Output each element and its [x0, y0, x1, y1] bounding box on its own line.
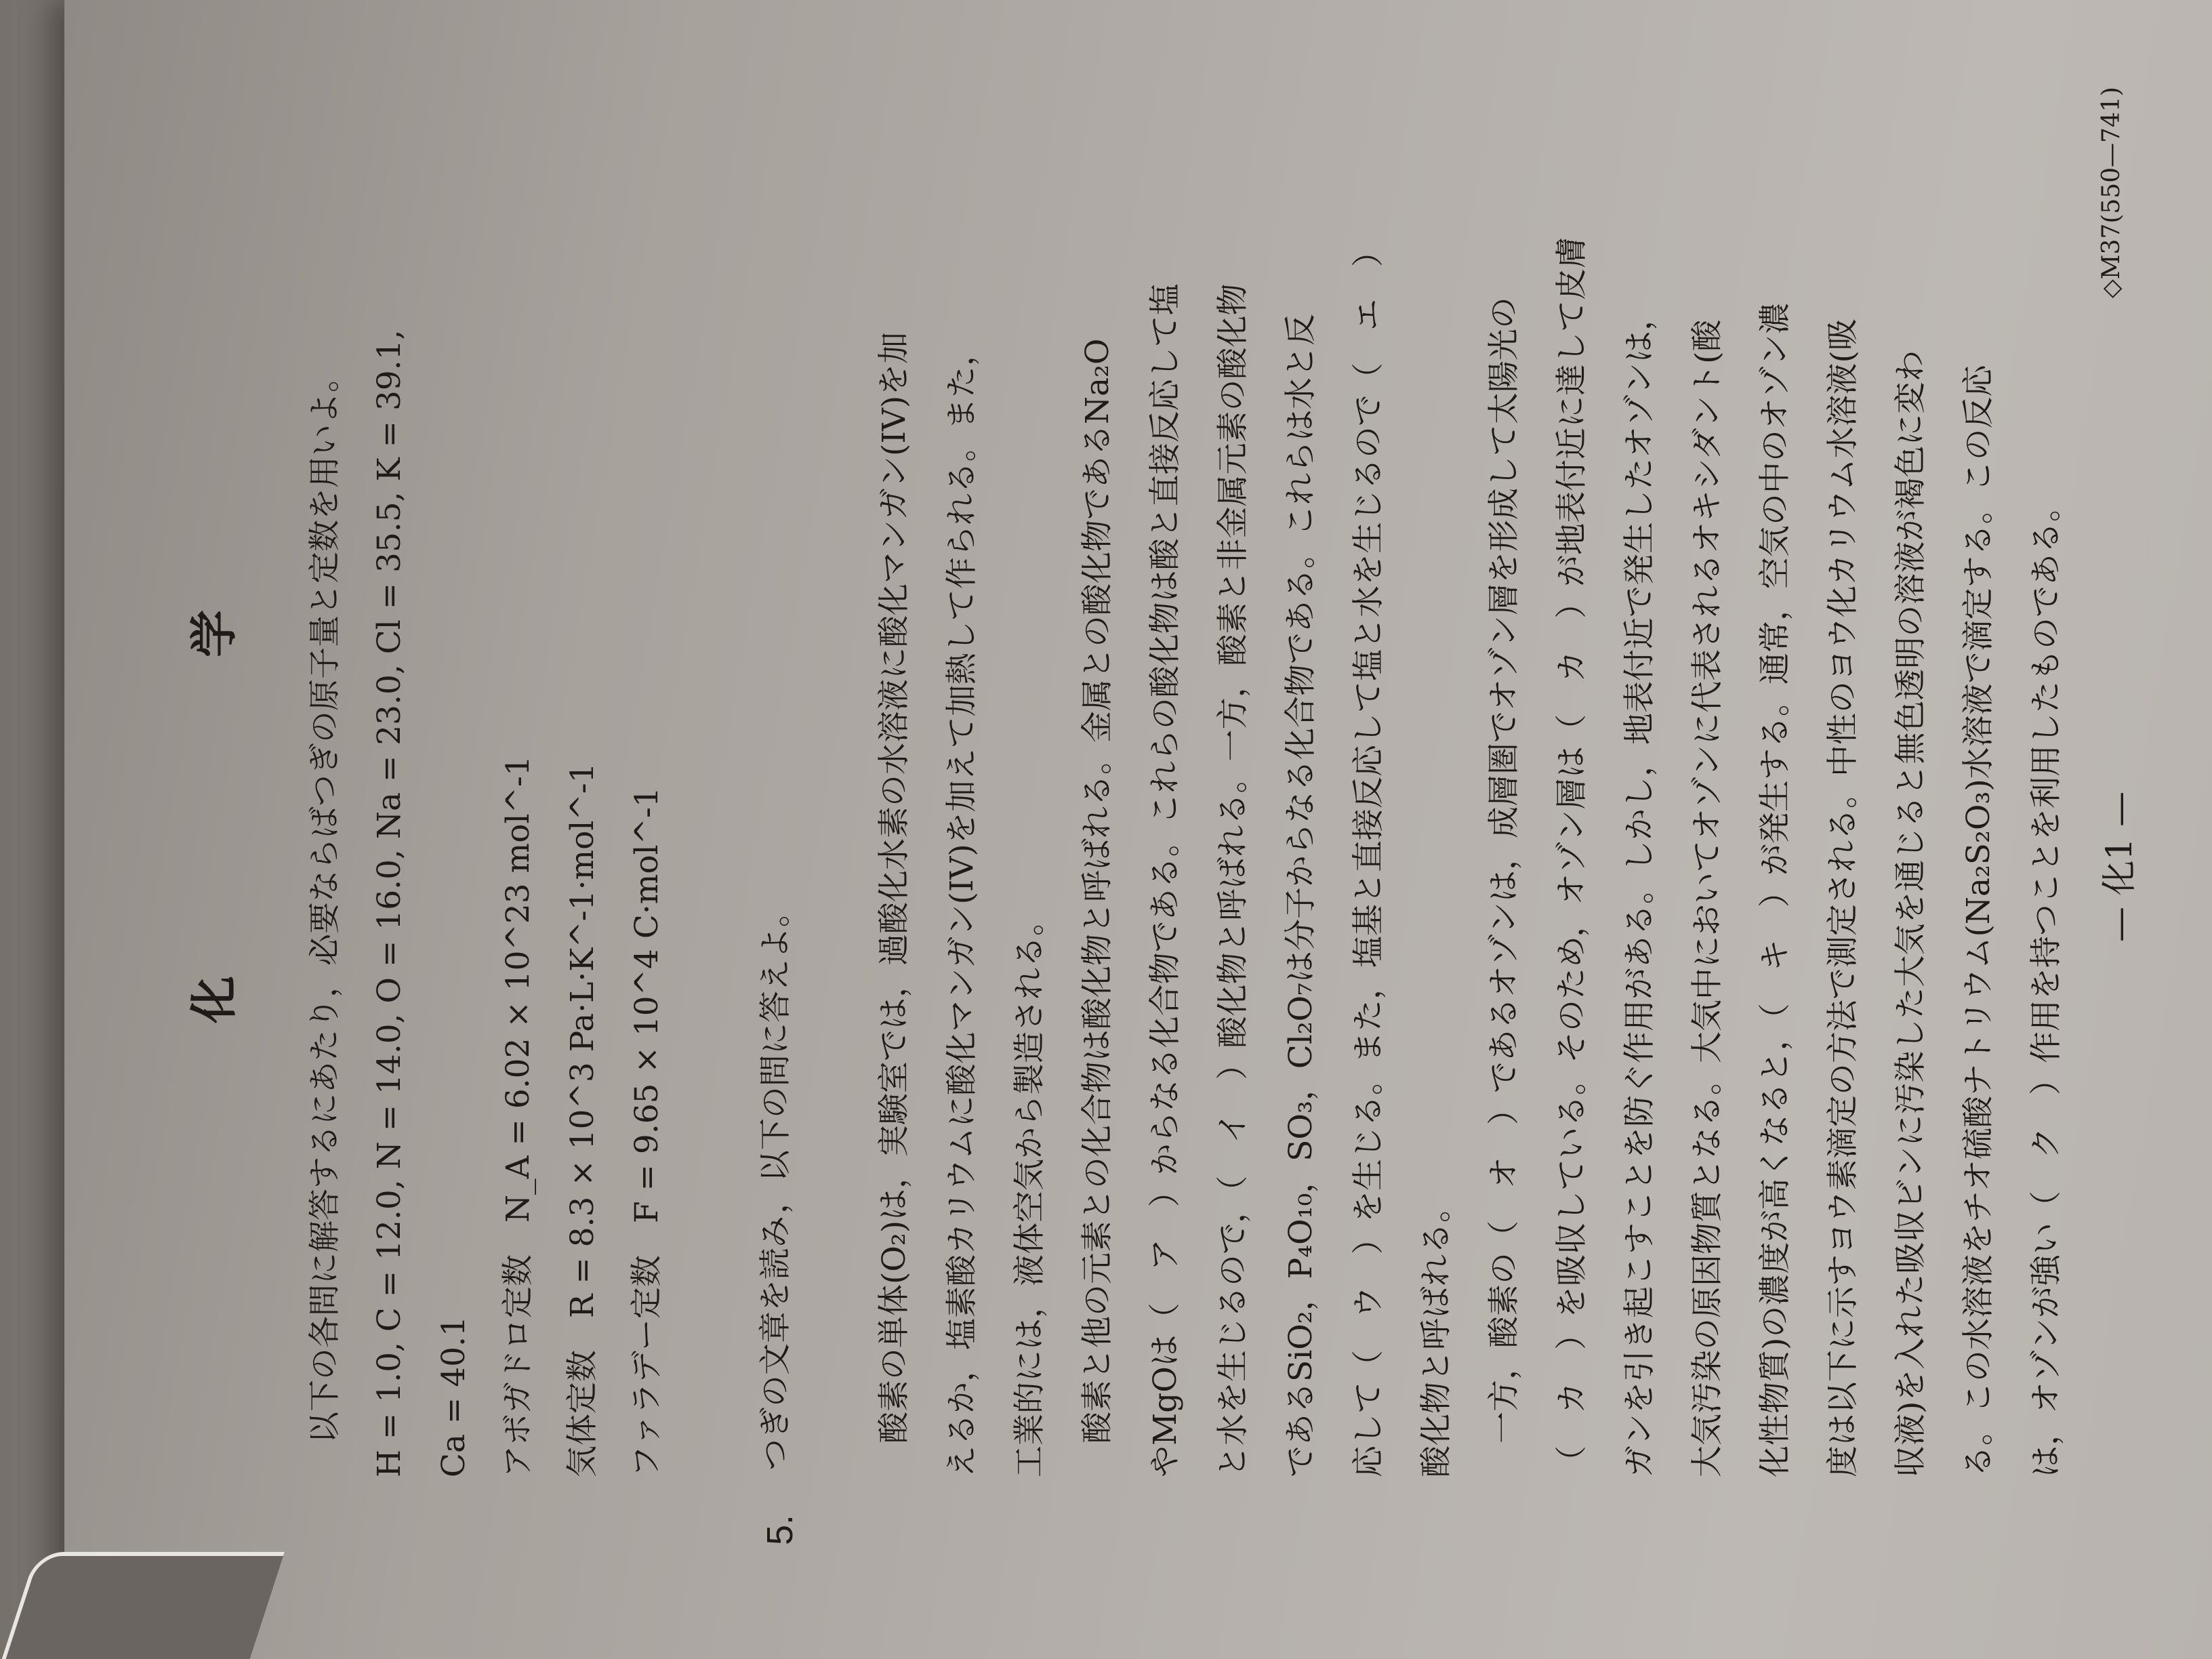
gas-constant: 気体定数 R = 8.3 × 10^3 Pa·L·K^-1·mol^-1 [564, 762, 601, 1477]
paragraph-line: えるか，塩素酸カリウムに酸化マンガン(IV)を加えて加熱して作られる。また， [943, 334, 981, 1477]
paragraph-line: 酸素と他の元素との化合物は酸化物と呼ばれる。金属との酸化物であるNa₂O [1079, 338, 1116, 1443]
question-number: 5. [760, 1514, 800, 1545]
avogadro-constant: アボガドロ定数 N_A = 6.02 × 10^23 mol^-1 [499, 756, 537, 1477]
page-content [75, 27, 2148, 1654]
paragraph-line: る。この水溶液をチオ硫酸ナトリウム(Na₂S₂O₃)水溶液で滴定する。この反応 [1960, 365, 1997, 1477]
paragraph-line: と水を生じるので，（ イ ）酸化物と呼ばれる。一方，酸素と非金属元素の酸化物 [1214, 283, 1252, 1477]
paragraph-line: 化性物質)の濃度が高くなると，（ キ ）が発生する。通常，空気の中のオゾン濃 [1757, 302, 1794, 1477]
paragraph-line: 酸化物と呼ばれる。 [1418, 1191, 1455, 1477]
atomic-weights-line: Ca = 40.1 [435, 1316, 472, 1477]
paragraph-line: 応して（ ウ ）を生じる。また，塩基と直接反応して塩と水を生じるので（ エ ） [1350, 235, 1387, 1477]
booklet-code: ◇M37(550—741) [2097, 87, 2125, 298]
paragraph-line: は，オゾンが強い（ ク ）作用を持つことを利用したものである。 [2028, 490, 2065, 1477]
paragraph-line: 一方，酸素の（ オ ）であるオゾンは，成層圏でオゾン層を形成して太陽光の [1486, 297, 1523, 1443]
page-number: — 化1 — [2100, 791, 2140, 942]
intro-line: 以下の各問に解答するにあたり，必要ならばつぎの原子量と定数を用いよ。 [306, 361, 344, 1443]
paragraph-line: 大気汚染の原因物質となる。大気中においてオゾンに代表されるオキシダント(酸 [1689, 319, 1726, 1477]
paragraph-line: 収液)を入れた吸収ビンに汚染した大気を通じると無色透明の溶液が褐色に変わ [1892, 350, 1929, 1477]
paragraph-line: 度は以下に示すヨウ素滴定の方法で測定される。中性のヨウ化カリウム水溶液(吸 [1824, 319, 1862, 1477]
paragraph-line: 酸素の単体(O₂)は，実験室では，過酸化水素の水溶液に酸化マンガン(IV)を加 [876, 331, 913, 1443]
paragraph-line: 工業的には，液体空気から製造される。 [1011, 904, 1048, 1477]
paragraph-line: ガンを引き起こすことを防ぐ作用がある。しかし，地表付近で発生したオゾンは， [1621, 299, 1658, 1477]
atomic-weights-line: H = 1.0, C = 12.0, N = 14.0, O = 16.0, Na = 23.0, Cl = 35.5, K = 39.1, [371, 329, 408, 1477]
paragraph-line: （ カ ）を吸収している。そのため，オゾン層は（ カ ）が地表付近に達して皮膚 [1553, 236, 1591, 1477]
page-title: 化 学 [186, 474, 242, 1023]
paragraph-line: であるSiO₂，P₄O₁₀，SO₃，Cl₂O₇は分子からなる化合物である。これらは水と反 [1282, 313, 1319, 1477]
question-prompt: つぎの文章を読み，以下の問に答えよ。 [757, 895, 794, 1471]
paragraph-line: やMgOは（ ア ）からなる化合物である。これらの酸化物は酸と直接反応して塩 [1147, 283, 1184, 1477]
faraday-constant: ファラデー定数 F = 9.65 × 10^4 C·mol^-1 [628, 787, 665, 1477]
